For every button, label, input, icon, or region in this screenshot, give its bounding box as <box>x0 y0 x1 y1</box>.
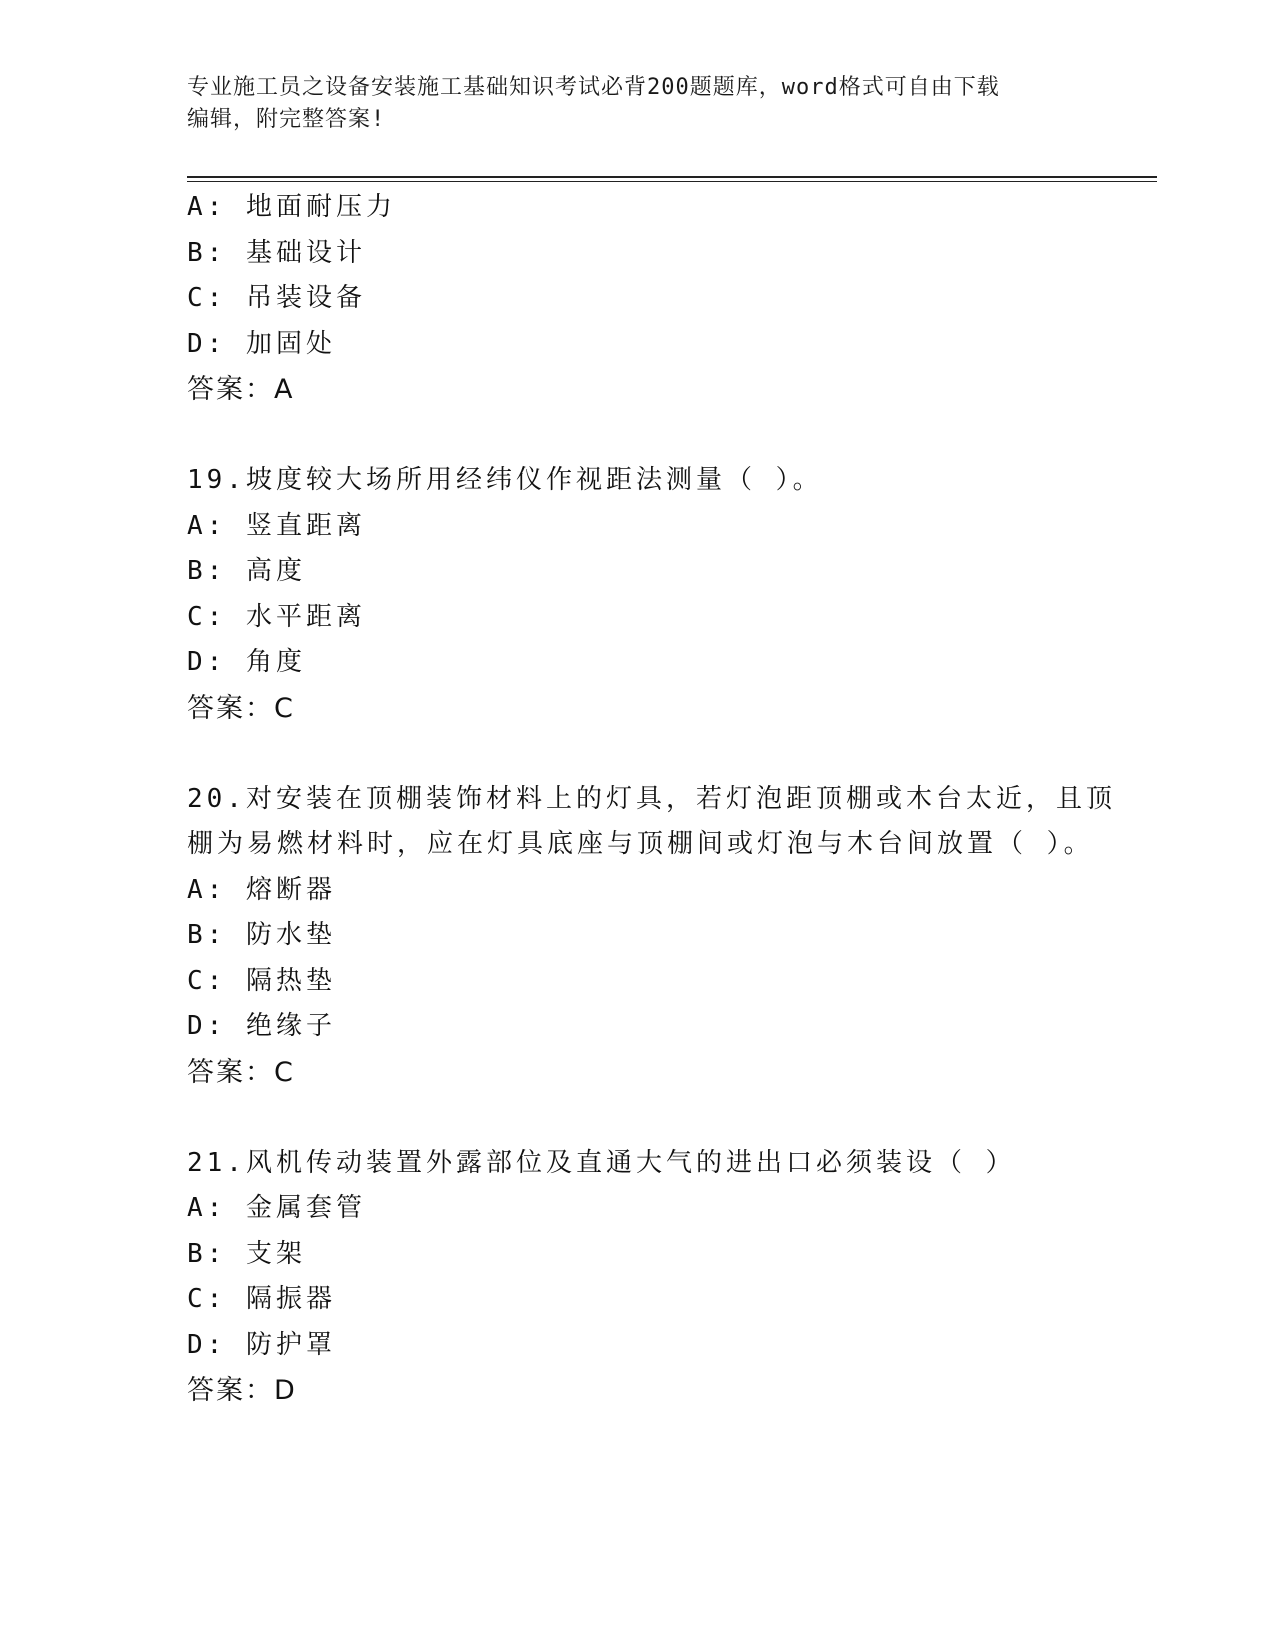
option-a: A: 金属套管 <box>187 1193 366 1223</box>
header-title-line-2: 编辑，附完整答案! <box>187 107 386 132</box>
option-b: B: 防水垫 <box>187 920 336 950</box>
answer-key: 答案：D <box>187 1375 297 1406</box>
option-d: D: 加固处 <box>187 328 336 359</box>
question-18 <box>187 185 1087 413</box>
header-divider-thin <box>187 181 1157 182</box>
question-19 <box>187 458 1087 731</box>
question-20 <box>187 777 1116 1096</box>
answer-key: 答案：A <box>187 374 295 405</box>
option-b: B: 基础设计 <box>187 237 366 268</box>
option-c: C: 隔热垫 <box>187 965 336 996</box>
option-c: C: 吊装设备 <box>187 283 366 313</box>
question-21 <box>187 1141 1087 1414</box>
option-d: D: 防护罩 <box>187 1329 336 1360</box>
option-d: D: 角度 <box>187 647 306 677</box>
question-stem: 21.风机传动装置外露部位及直通大气的进出口必须装设（ ） <box>187 1147 1016 1178</box>
answer-key: 答案：C <box>187 692 295 724</box>
answer-key: 答案：C <box>187 1056 295 1088</box>
option-c: C: 隔振器 <box>187 1284 336 1314</box>
document-header <box>187 72 1067 136</box>
option-c: C: 水平距离 <box>187 601 366 632</box>
option-a: A: 竖直距离 <box>187 510 366 541</box>
option-a: A: 熔断器 <box>187 874 336 905</box>
option-d: D: 绝缘子 <box>187 1011 336 1041</box>
question-stem-line-1: 20.对安装在顶棚装饰材料上的灯具，若灯泡距顶棚或木台太近，且顶 <box>187 783 1116 814</box>
question-list <box>187 185 1116 1414</box>
header-title-line-1: 专业施工员之设备安装施工基础知识考试必背200题题库，word格式可自由下载 <box>187 75 1000 100</box>
question-spacer <box>187 731 1087 777</box>
header-divider-thick <box>187 176 1157 178</box>
question-spacer <box>187 413 1087 459</box>
question-spacer <box>187 1095 1087 1141</box>
option-b: B: 支架 <box>187 1238 306 1269</box>
option-b: B: 高度 <box>187 556 306 586</box>
question-stem: 19.坡度较大场所用经纬仪作视距法测量（ ）。 <box>187 465 823 495</box>
question-stem-line-2: 棚为易燃材料时，应在灯具底座与顶棚间或灯泡与木台间放置（ ）。 <box>187 829 1094 859</box>
option-a: A: 地面耐压力 <box>187 192 396 222</box>
